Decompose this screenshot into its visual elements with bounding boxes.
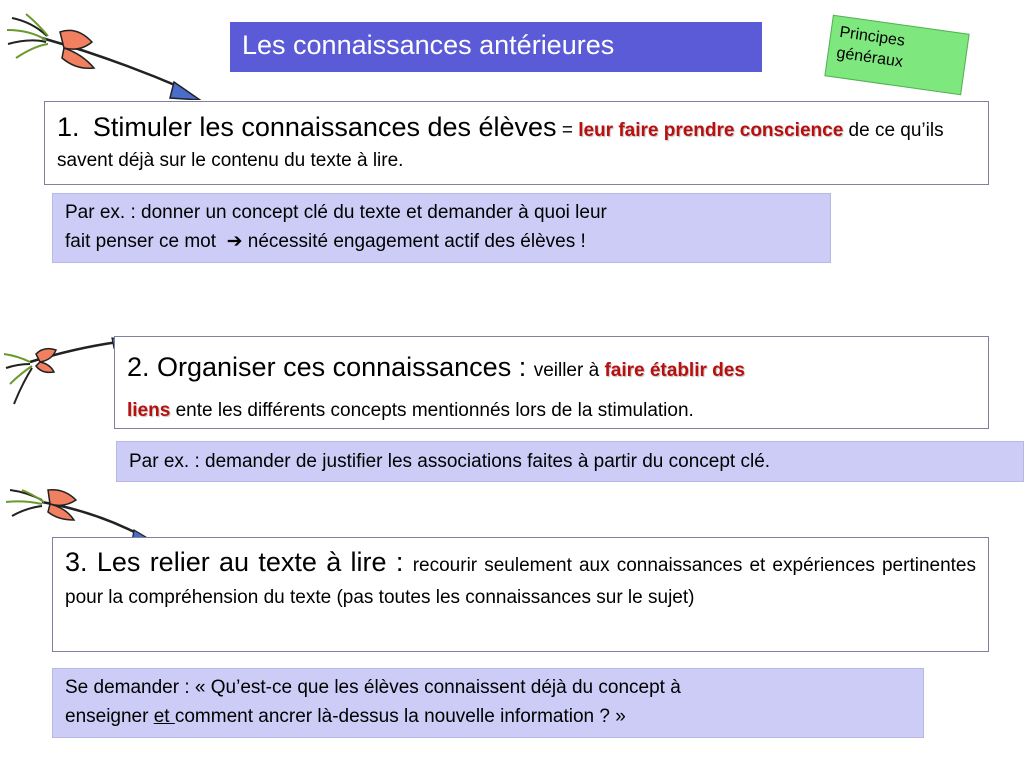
section-1-box bbox=[44, 101, 989, 185]
note-3-line-1: Se demander : « Qu’est-ce que les élèves connaissent déjà du concept à bbox=[65, 677, 681, 698]
section-2-heading: 2. Organiser ces connaissances : bbox=[127, 352, 534, 382]
note-1-line-2a: fait penser ce mot bbox=[65, 231, 227, 252]
section-3-rest: recourir seulement aux connaissances et expériences pertinentes pour la compréhension du texte (pas toutes les connaissances sur le sujet) bbox=[65, 555, 976, 608]
note-3-line-2a: enseigner bbox=[65, 706, 154, 727]
section-2-highlight-2: liens bbox=[127, 400, 171, 421]
example-note-3 bbox=[52, 668, 924, 738]
note-1-line-2b: nécessité engagement actif des élèves ! bbox=[242, 231, 586, 252]
section-1-heading: Stimuler les connaissances des élèves bbox=[92, 112, 557, 142]
example-note-2 bbox=[116, 441, 1024, 482]
section-2-lead: veiller à bbox=[533, 360, 605, 381]
tag-line-2: généraux bbox=[835, 44, 904, 71]
note-3-underlined: et bbox=[153, 706, 175, 727]
section-2-rest: ente les différents concepts mentionnés lors de la stimulation. bbox=[170, 400, 694, 421]
section-3-box bbox=[52, 537, 989, 652]
section-1-equals: = bbox=[556, 120, 579, 141]
example-note-1 bbox=[52, 193, 831, 263]
section-2-box bbox=[114, 336, 989, 429]
dart-icon bbox=[2, 8, 207, 100]
note-3-line-2b: comment ancrer là-dessus la nouvelle information ? » bbox=[174, 706, 626, 727]
page-title: Les connaissances antérieures bbox=[230, 22, 762, 72]
section-1-number: 1. bbox=[57, 112, 80, 142]
arrow-icon: ➔ bbox=[226, 231, 243, 252]
section-1-rest: de ce qu’ils savent déjà sur le contenu du texte à lire. bbox=[57, 120, 944, 171]
tag-line-1: Principes bbox=[838, 23, 906, 50]
dart-icon bbox=[0, 334, 125, 410]
note-2-text: Par ex. : demander de justifier les associations faites à partir du concept clé. bbox=[129, 451, 771, 472]
section-3-heading: 3. Les relier au texte à lire : bbox=[65, 547, 413, 577]
category-tag bbox=[824, 15, 969, 96]
note-1-line-1: Par ex. : donner un concept clé du texte et demander à quoi leur bbox=[65, 202, 607, 223]
section-2-highlight-1: faire établir des bbox=[604, 360, 745, 381]
section-1-highlight: leur faire prendre conscience bbox=[578, 120, 844, 141]
